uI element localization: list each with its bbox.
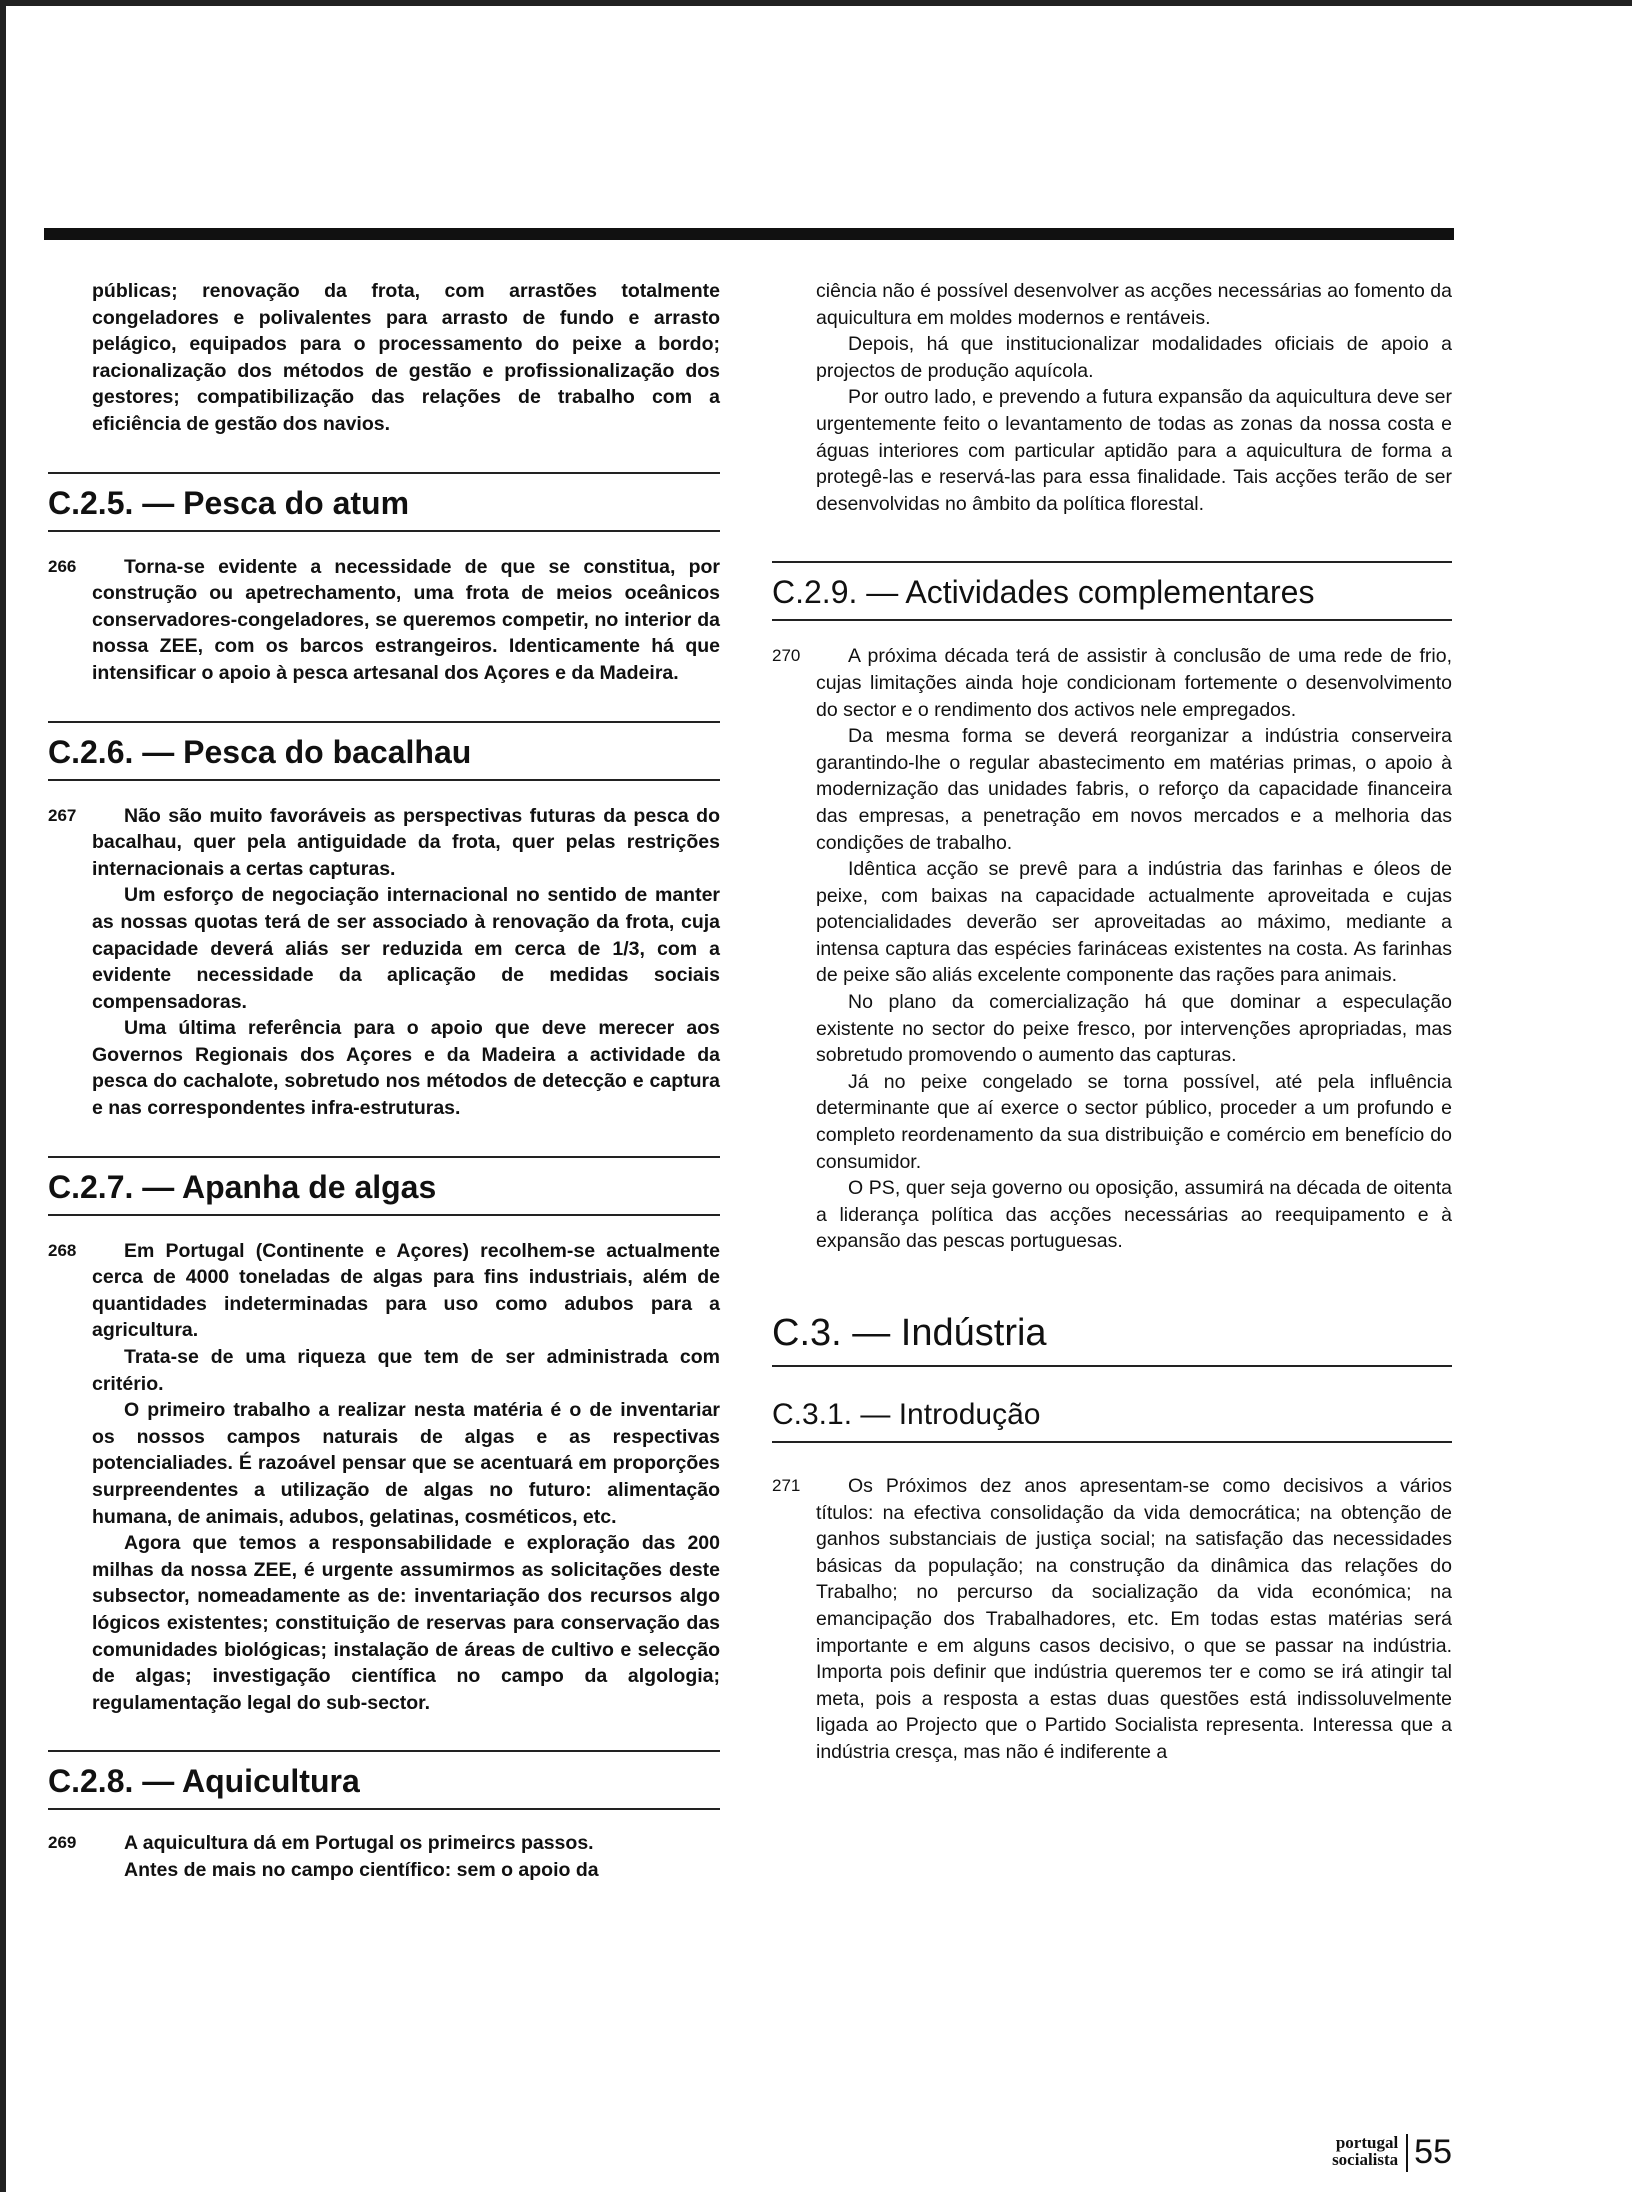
paragraph-number: 266 <box>48 556 77 576</box>
section-heading: C.2.7. — Apanha de algas <box>48 1168 437 1205</box>
page-border-left <box>0 0 6 2192</box>
right-column <box>772 278 1452 1766</box>
paragraph: Um esforço de negociação internacional no sentido de manter as nossas quotas terá de ser associado à renovação da frota, cuja capacidade deverá aliás ser reduzida em cerca de 1/3, com a evidente necessidade da aplicação de medidas sociais compensadoras. <box>92 884 720 1013</box>
paragraph-number: 268 <box>48 1240 77 1260</box>
paragraph: Não são muito favoráveis as perspectivas futuras da pesca do bacalhau, quer pela antiguidade da frota, quer pelas restrições internacionais a certas capturas. <box>92 804 720 880</box>
paragraph: Agora que temos a responsabilidade e exploração das 200 milhas da nossa ZEE, é urgente assumirmos as solicitações deste subsector, nomeadamente as de: inventariação dos recursos algo lógicos existentes; constituição de reservas para conservação das comunidades biológicas; instalação de áreas de cultivo e selecção de algas; investigação científica no campo da algologia; regulamentação legal do sub-sector. <box>92 1532 720 1714</box>
numbered-item-271 <box>772 1473 1452 1766</box>
logo-line-2: socialista <box>1332 2150 1399 2169</box>
page-footer <box>1332 2112 1452 2172</box>
paragraph: Por outro lado, e prevendo a futura expansão da aquicultura deve ser urgentemente feito o levantamento de todas as zonas da nossa costa e águas interiores com particular aptidão para a aquicultura de forma a protegê-las e reservá-las para essa finalidade. Tais acções terão de ser desenvolvidas no âmbito da política florestal. <box>816 386 1452 515</box>
paragraph: A próxima década terá de assistir à conclusão de uma rede de frio, cujas limitações ainda hoje condicionam fortemente o desenvolvimento do sector e o rendimento dos activos nele empregados. <box>816 645 1452 721</box>
section-heading: C.2.9. — Actividades complementares <box>772 574 1315 611</box>
page-border-top <box>0 0 1632 6</box>
paragraph: O PS, quer seja governo ou oposição, assumirá na década de oitenta a liderança política das acções necessárias ao reequipamento e à expansão das pescas portuguesas. <box>816 1177 1452 1253</box>
paragraph: Torna-se evidente a necessidade de que se constitua, por construção ou apetrechamento, uma frota de meios oceânicos conservadores-congeladores, se queremos competir, no interior da nossa ZEE, com os barcos estrangeiros. Identicamente há que intensificar o apoio à pesca artesanal dos Açores e da Madeira. <box>92 555 720 684</box>
paragraph: ciência não é possível desenvolver as acções necessárias ao fomento da aquicultura em moldes modernos e rentáveis. <box>816 280 1452 329</box>
section-heading: C.2.5. — Pesca do atum <box>48 484 410 521</box>
left-column <box>48 278 720 1884</box>
paragraph: públicas; renovação da frota, com arrastões totalmente congeladores e polivalentes para arrasto de fundo e arrasto pelágico, equipados para o processamento do peixe a bordo; racionalização dos métodos de gestão e profissionalização dos gestores; compatibilização das relações de trabalho com a eficiência de gestão dos navios. <box>92 280 720 435</box>
section-heading: C.2.8. — Aquicultura <box>48 1763 360 1800</box>
numbered-item-268 <box>48 1238 720 1717</box>
paragraph-number: 267 <box>48 805 77 825</box>
paragraph-number: 270 <box>772 646 801 666</box>
paragraph: Antes de mais no campo científico: sem o apoio da <box>124 1858 599 1881</box>
paragraph: A aquicultura dá em Portugal os primeircs passos. <box>124 1832 594 1855</box>
logo-line-1: portugal <box>1335 2133 1399 2152</box>
paragraph: Da mesma forma se deverá reorganizar a indústria conserveira garantindo-lhe o regular abastecimento em matérias primas, o apoio à modernização das unidades fabris, o reforço da capacidade financeira das empresas, a penetração em novos mercados e a melhoria das condições de trabalho. <box>816 725 1452 854</box>
right-intro <box>816 278 1452 517</box>
paragraph: No plano da comercialização há que dominar a especulação existente no sector do peixe fresco, por intervenções apropriadas, mas sobretudo promovendo o aumento das capturas. <box>816 991 1452 1067</box>
left-intro <box>92 278 720 438</box>
paragraph: Idêntica acção se prevê para a indústria das farinhas e óleos de peixe, com baixas na capacidade actualmente aproveitada e cujas potencialidades deverão ser aproveitadas ao máximo, mediante a intensa captura das espécies farináceas existentes na costa. As farinhas de peixe são aliás excelente componente das rações para animais. <box>816 858 1452 987</box>
paragraph: O primeiro trabalho a realizar nesta matéria é o de inventariar os nossos campos naturais de algas e as respectivas potencialiades. É razoável pensar que se acentuará em proporções surpreendentes a utilização de algas no futuro: alimentação humana, de animais, adubos, gelatinas, cosméticos, etc. <box>92 1399 720 1528</box>
header-rule <box>44 228 1454 240</box>
numbered-item-266 <box>48 554 720 687</box>
paragraph: Depois, há que institucionalizar modalidades oficiais de apoio a projectos de produção aquícola. <box>816 333 1452 382</box>
chapter-heading: C.3. — Indústria <box>772 1312 1047 1354</box>
publication-logo <box>1332 2134 1408 2172</box>
paragraph-number: 271 <box>772 1476 801 1495</box>
numbered-item-270 <box>772 643 1452 1255</box>
paragraph: Já no peixe congelado se torna possível, até pela influência determinante que aí exerce o sector público, proceder a um profundo e completo reordenamento da sua distribuição e comércio em benefício do consumidor. <box>816 1070 1452 1173</box>
paragraph-number: 269 <box>48 1833 77 1853</box>
numbered-item-267 <box>48 803 720 1122</box>
section-heading: C.2.6. — Pesca do bacalhau <box>48 733 472 770</box>
paragraph: Os Próximos dez anos apresentam-se como decisivos a vários títulos: na efectiva consolidação da vida democrática; na obtenção de ganhos substanciais de justiça social; na satisfação das necessidades básicas da população; na construção da dinâmica das relações do Trabalho; no percurso da socialização da vida económica; na emancipação dos Trabalhadores, etc. Em todas estas matérias será importante e em alguns casos decisivo, o que se passar na indústria. Importa pois definir que indústria queremos ter e como se irá atingir tal meta, pois a resposta a estas duas questões está indissoluvelmente ligada ao Projecto que o Partido Socialista representa. Interessa que a indústria cresça, mas não é indiferente a <box>816 1475 1452 1763</box>
numbered-item-269 <box>48 1830 720 1883</box>
paragraph: Uma última referência para o apoio que deve merecer aos Governos Regionais dos Açores e da Madeira a actividade da pesca do cachalote, sobretudo nos métodos de detecção e captura e nas correspondentes infra-estruturas. <box>92 1017 720 1120</box>
paragraph: Trata-se de uma riqueza que tem de ser administrada com critério. <box>92 1346 720 1395</box>
paragraph: Em Portugal (Continente e Açores) recolhem-se actualmente cerca de 4000 toneladas de algas para fins industriais, além de quantidades indeterminadas para uso como adubos para a agricultura. <box>92 1239 720 1342</box>
page-number: 55 <box>1414 2133 1452 2171</box>
section-heading: C.3.1. — Introdução <box>772 1398 1041 1431</box>
